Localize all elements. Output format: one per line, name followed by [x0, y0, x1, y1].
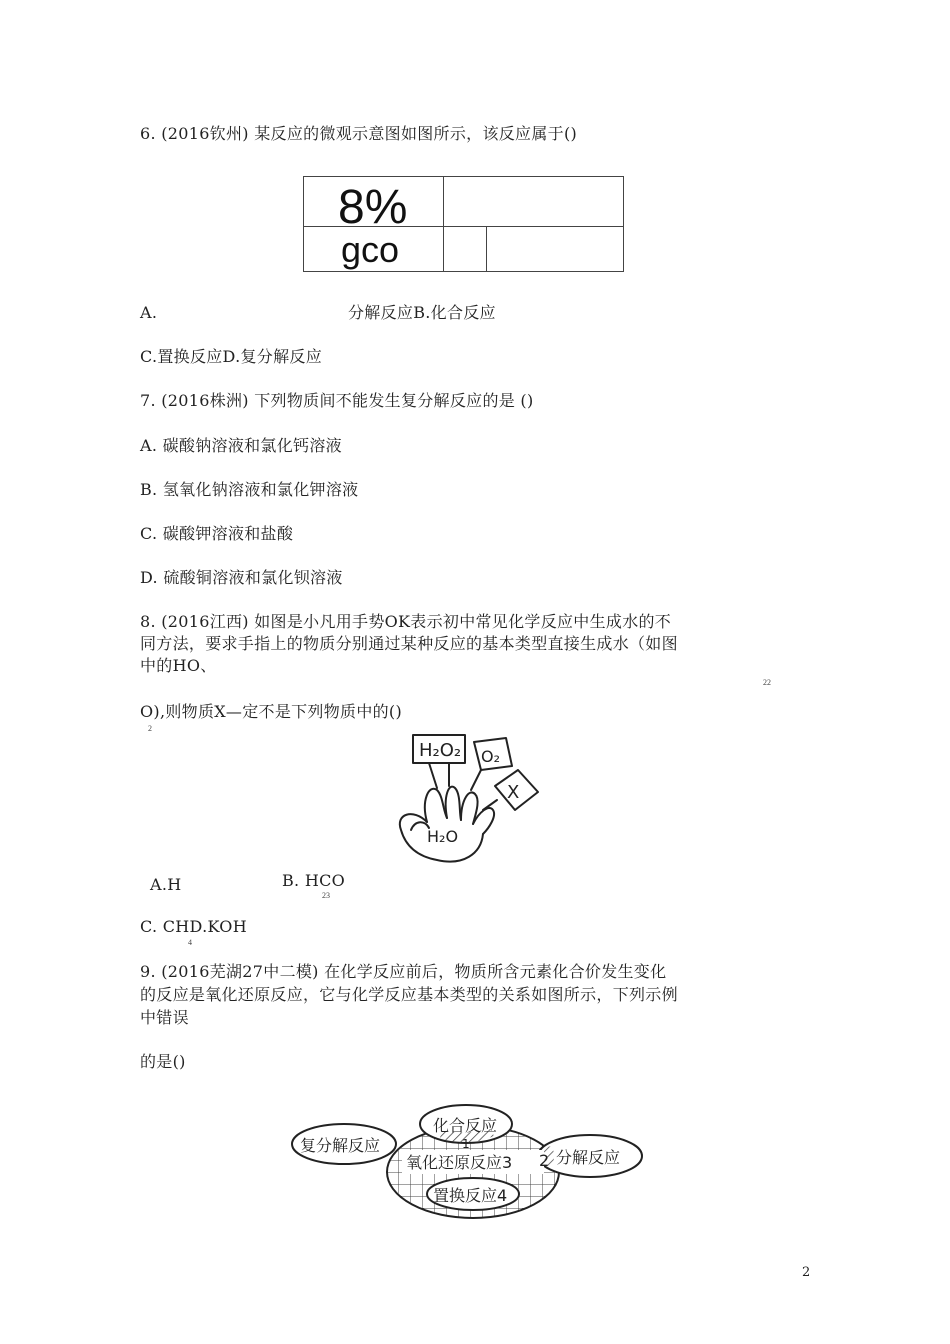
q9-double-decomposition-label: 复分解反应: [300, 1136, 381, 1155]
q8-subscript-22: 22: [763, 678, 771, 687]
q8-option-cd: C. CHD.KOH: [140, 917, 247, 936]
q9-venn-figure: [290, 1100, 650, 1225]
q8-h2o2-label: H₂O₂: [419, 740, 462, 761]
q8-line4: O),则物质X—定不是下列物质中的(): [140, 702, 403, 721]
q8-line3: 中的HO、: [140, 656, 217, 675]
q8-subscript-2: 2: [148, 724, 152, 733]
q9-combination-label: 化合反应: [433, 1116, 498, 1135]
q8-h2o-label: H₂O: [427, 827, 459, 846]
q9-region-2: 2: [539, 1151, 550, 1170]
q8-option-a: A.H: [150, 875, 182, 894]
q8-option-b: B. HCO: [282, 871, 346, 890]
q7-option-b: B. 氢氧化钠溶液和氯化钾溶液: [140, 480, 359, 499]
q6-figure-cell2: gco: [341, 229, 400, 270]
q8-o2-label: O₂: [481, 747, 501, 766]
page-number: 2: [802, 1265, 811, 1280]
q9-line4: 的是(): [140, 1052, 186, 1071]
q7-option-d: D. 硫酸铜溶液和氯化钡溶液: [140, 568, 343, 587]
q6-figure-cell1: 8%: [338, 181, 408, 234]
q6-option-a-label: A.: [140, 303, 158, 322]
q9-line2: 的反应是氧化还原反应，它与化学反应基本类型的关系如图所示，下列示例: [140, 985, 678, 1004]
q8-x-label: X: [507, 782, 520, 803]
q7-option-c: C. 碳酸钾溶液和盐酸: [140, 524, 294, 543]
q8-ok-hand-figure: [385, 730, 550, 870]
q9-redox-label: 氧化还原反应3: [406, 1153, 513, 1172]
q9-line1: 9. (2016芜湖27中二模) 在化学反应前后，物质所含元素化合价发生变化: [140, 962, 667, 981]
q9-decomposition-label: 分解反应: [556, 1148, 621, 1167]
q8-line1: 8. (2016江西) 如图是小凡用手势OK表示初中常见化学反应中生成水的不: [140, 612, 672, 631]
q8-subscript-4: 4: [188, 938, 192, 947]
q7-stem: 7. (2016株洲) 下列物质间不能发生复分解反应的是 (): [140, 391, 534, 410]
q6-stem: 6. (2016钦州) 某反应的微观示意图如图所示，该反应属于(): [140, 124, 578, 143]
q9-replacement-label: 置换反应4: [433, 1186, 508, 1205]
q8-subscript-23: 23: [322, 891, 330, 900]
q6-option-cd: C.置换反应D.复分解反应: [140, 347, 323, 366]
q7-option-a: A. 碳酸钠溶液和氯化钙溶液: [140, 436, 342, 455]
q9-region-1: 1: [462, 1137, 470, 1151]
q9-line3: 中错误: [140, 1008, 189, 1027]
q8-line2: 同方法，要求手指上的物质分别通过某种反应的基本类型直接生成水（如图: [140, 634, 678, 653]
q6-option-ab: 分解反应B.化合反应: [348, 303, 496, 322]
